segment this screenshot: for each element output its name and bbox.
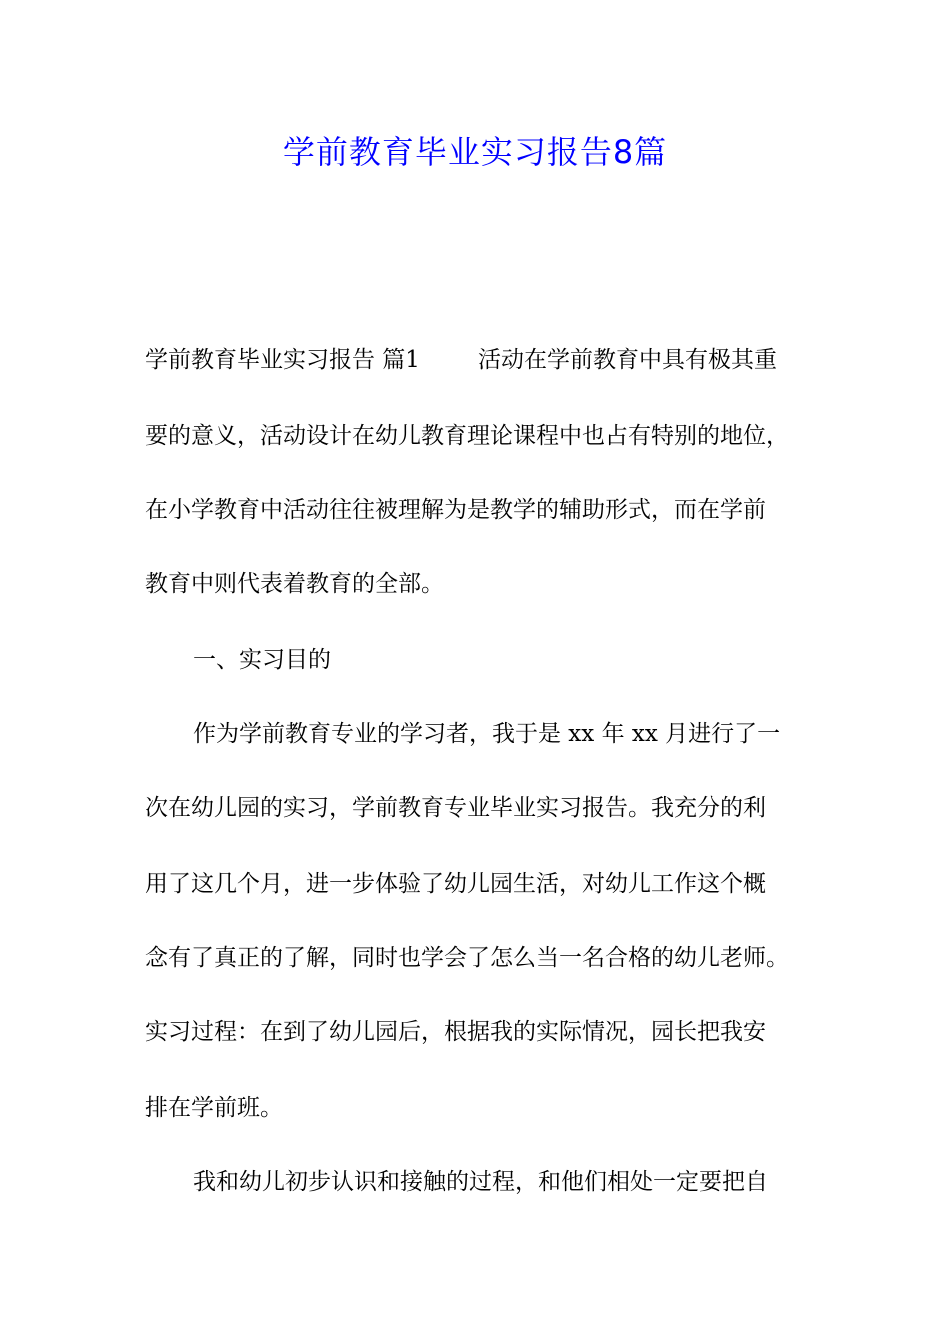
paragraph-text: 活动在学前教育中具有极其重 xyxy=(477,347,777,373)
document-title: 学前教育毕业实习报告8篇 xyxy=(282,133,668,171)
paragraph-line-2: 要的意义，活动设计在幼儿教育理论课程中也占有特别的地位， xyxy=(145,423,789,449)
paragraph-line-11: 排在学前班。 xyxy=(145,1095,283,1121)
section-heading: 学前教育毕业实习报告 篇1 xyxy=(145,347,420,373)
paragraph-line-7: 次在幼儿园的实习，学前教育专业毕业实习报告。我充分的利 xyxy=(145,795,766,821)
paragraph-line-3: 在小学教育中活动往往被理解为是教学的辅助形式，而在学前 xyxy=(145,497,766,523)
paragraph-line-4: 教育中则代表着教育的全部。 xyxy=(145,571,444,597)
paragraph-line-10: 实习过程：在到了幼儿园后，根据我的实际情况，园长把我安 xyxy=(145,1019,766,1045)
paragraph-line-8: 用了这几个月，进一步体验了幼儿园生活，对幼儿工作这个概 xyxy=(145,871,766,897)
paragraph-line-6: 作为学前教育专业的学习者，我于是 xx 年 xx 月进行了一 xyxy=(193,721,781,747)
paragraph-line-1 xyxy=(145,344,777,376)
paragraph-line-12: 我和幼儿初步认识和接触的过程，和他们相处一定要把自 xyxy=(193,1169,768,1195)
paragraph-line-9: 念有了真正的了解，同时也学会了怎么当一名合格的幼儿老师。 xyxy=(145,945,789,971)
subheading-line: 一、实习目的 xyxy=(193,647,331,673)
